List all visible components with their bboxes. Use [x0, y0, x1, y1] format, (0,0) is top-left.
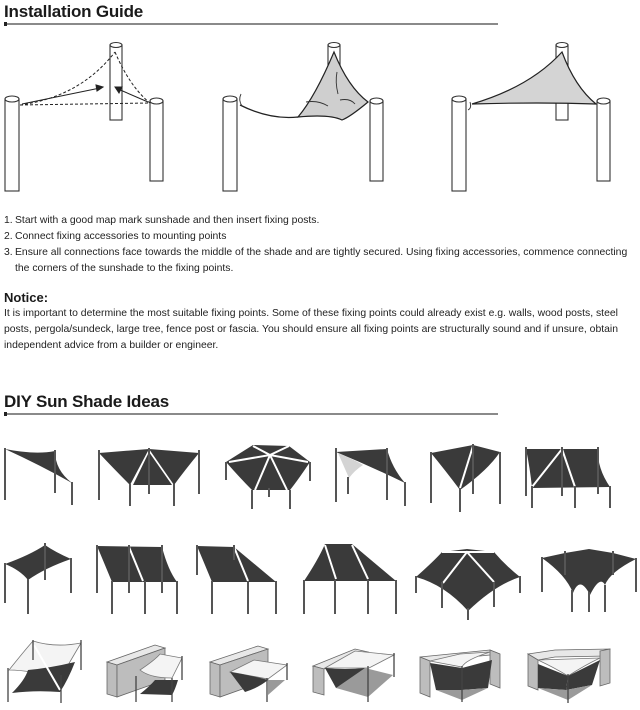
title-divider: [4, 23, 498, 25]
installation-steps: [4, 213, 634, 277]
idea-triangle-rectangle-slope: [304, 544, 396, 614]
idea-wall-corner-triangle: [313, 649, 394, 702]
step-1-mark-posts-diagram: [0, 32, 200, 197]
installation-guide-title: Installation Guide: [4, 2, 144, 21]
step-item: 3. Ensure all connections face towards the middle of the shade and are tightly secured. Using fixing accessories, commence connecting the corners of the sunshade to the fixing points.: [4, 247, 628, 274]
step-item: 1. Start with a good map mark sunshade and then insert fixing posts.: [4, 215, 320, 226]
idea-hexagon-star: [416, 549, 520, 620]
notice-body: It is important to determine the most suitable fixing points. Some of these fixing points could already exist e.g. walls, wood posts, steel posts, pergola/sundeck, large tree, fence post or fascia. You should ensure all fixing points are structurally sound and if unsure, obtain independent advice from a builder or engineer.: [4, 308, 618, 351]
idea-double-rectangle: [97, 545, 177, 614]
idea-triangle-with-grey: [336, 448, 405, 506]
idea-twin-triangle-peak: [431, 444, 500, 512]
idea-corner-walls-butterfly: [528, 649, 610, 703]
idea-corner-walls-twin: [420, 650, 500, 702]
step-item: 2. Connect fixing accessories to mounting points: [4, 231, 227, 242]
idea-fan-triangles: [542, 549, 636, 612]
idea-rectangle-triangle: [197, 545, 276, 614]
idea-single-triangle: [5, 448, 72, 505]
step-3-tensioned-shade-diagram: [430, 32, 640, 197]
diy-ideas-title: DIY Sun Shade Ideas: [4, 392, 169, 411]
idea-double-triangle-pair: [99, 448, 199, 506]
idea-wall-mounted-square: [107, 645, 182, 702]
idea-square-sail: [5, 543, 71, 614]
notice-title: Notice:: [4, 290, 49, 305]
diy-ideas-grid: [0, 430, 640, 710]
idea-layered-white-dark: [8, 640, 81, 703]
diy-divider: [4, 413, 498, 415]
idea-hexagon-cluster: [226, 445, 310, 509]
step-2-connect-accessories-diagram: [210, 32, 430, 197]
idea-wall-mounted-diamond: [210, 646, 287, 702]
idea-rectangle-triple: [526, 447, 610, 508]
